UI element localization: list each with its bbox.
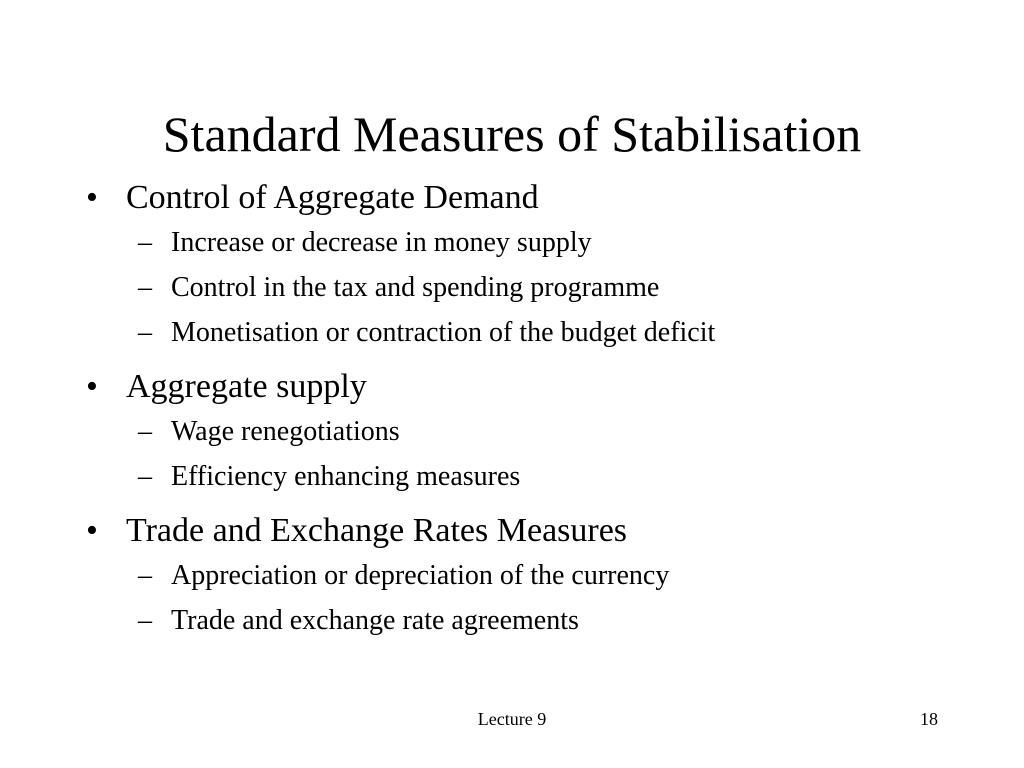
sub-bullet-text: Trade and exchange rate agreements	[171, 605, 579, 636]
sub-bullet-item	[86, 220, 986, 265]
page-number: 18	[920, 709, 938, 729]
sub-bullet-text: Control in the tax and spending programme	[171, 272, 660, 303]
dash-icon: –	[138, 416, 152, 447]
sub-bullet-item	[86, 553, 986, 598]
bullet-icon: •	[86, 368, 98, 405]
sub-bullet-text: Wage renegotiations	[171, 416, 400, 447]
dash-icon: –	[138, 227, 152, 258]
sub-bullet-item	[86, 598, 986, 643]
dash-icon: –	[138, 272, 152, 303]
slide-body	[86, 176, 986, 643]
slide-title: Standard Measures of Stabilisation	[162, 106, 862, 162]
sub-bullet-item	[86, 454, 986, 499]
bullet-text: Trade and Exchange Rates Measures	[126, 512, 628, 549]
bullet-text: Aggregate supply	[126, 368, 367, 405]
sub-bullet-text: Monetisation or contraction of the budget deficit	[171, 317, 716, 348]
sub-bullet-item	[86, 310, 986, 355]
bullet-icon: •	[86, 179, 98, 216]
sub-bullet-item	[86, 265, 986, 310]
sub-bullet-item	[86, 409, 986, 454]
sub-bullet-text: Efficiency enhancing measures	[171, 461, 521, 492]
dash-icon: –	[138, 560, 152, 591]
sub-bullet-text: Increase or decrease in money supply	[171, 227, 592, 258]
bullet-icon: •	[86, 512, 98, 549]
bullet-item	[86, 365, 986, 409]
dash-icon: –	[138, 605, 152, 636]
dash-icon: –	[138, 317, 152, 348]
sub-bullet-text: Appreciation or depreciation of the currency	[171, 560, 670, 591]
bullet-item	[86, 509, 986, 553]
footer-lecture-label: Lecture 9	[477, 709, 547, 729]
bullet-item	[86, 176, 986, 220]
dash-icon: –	[138, 461, 152, 492]
bullet-text: Control of Aggregate Demand	[126, 179, 539, 216]
